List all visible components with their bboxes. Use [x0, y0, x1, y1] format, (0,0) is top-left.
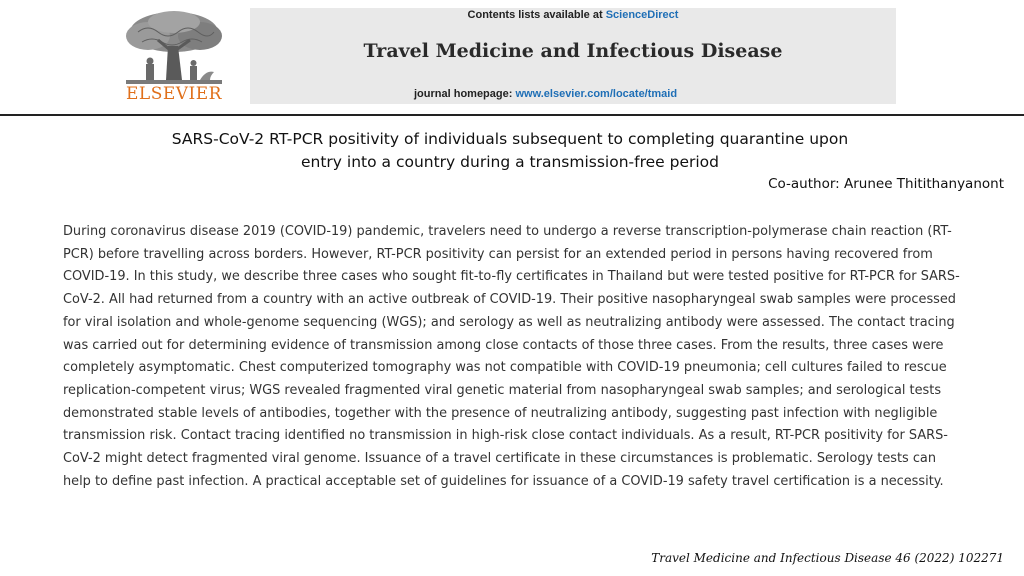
contents-availability-line	[250, 9, 896, 21]
homepage-link[interactable]: www.elsevier.com/locate/tmaid	[515, 88, 678, 100]
homepage-prefix: journal homepage:	[414, 88, 516, 100]
header-divider	[0, 114, 1024, 116]
journal-banner	[250, 8, 896, 104]
article-title	[150, 128, 870, 174]
article-title-line-1: SARS-CoV-2 RT-PCR positivity of individuals subsequent to completing quarantine upon	[171, 130, 849, 148]
article-title-line-2: entry into a country during a transmission-free period	[301, 153, 719, 171]
journal-homepage-line	[414, 88, 677, 100]
journal-citation: Travel Medicine and Infectious Disease 46 (2022) 102271	[651, 551, 1004, 565]
journal-title: Travel Medicine and Infectious Disease	[363, 40, 783, 62]
coauthor-line: Co-author: Arunee Thitithanyanont	[768, 176, 1004, 192]
sciencedirect-link[interactable]: ScienceDirect	[605, 9, 679, 21]
publisher-name: ELSEVIER	[126, 84, 222, 104]
abstract-text: During coronavirus disease 2019 (COVID-19) pandemic, travelers need to undergo a reverse transcription-polymerase chain reaction (RT-PCR) before travelling across borders. However, RT-PCR positivity can persist for an extended period in persons having recovered from COVID-19. In this study, we describe three cases who sought fit-to-fly certificates in Thailand but were tested positive for RT-PCR for SARS-CoV-2. All had returned from a country with an active outbreak of COVID-19. Their positive nasopharyngeal swab samples were processed for viral isolation and whole-genome sequencing (WGS); and serology as well as neutralizing antibody were assessed. The contact tracing was carried out for determining evidence of transmission among close contacts of those three cases. From the results, three cases were completely asymptomatic. Chest computerized tomography was not compatible with COVID-19 pneumonia; cell cultures failed to rescue replication-competent virus; WGS revealed fragmented viral genetic material from nasopharyngeal swab samples; and serological tests demonstrated stable levels of antibodies, together with the presence of neutralizing antibody, suggesting past infection with negligible transmission risk. Contact tracing identified no transmission in high-risk close contact individuals. As a result, RT-PCR positivity for SARS-CoV-2 might detect fragmented viral genome. Issuance of a travel certificate in these circumstances is problematic. Serology tests can help to define past infection. A practical acceptable set of guidelines for issuance of a COVID-19 safety travel certification is a necessity.	[63, 224, 960, 489]
contents-prefix: Contents lists available at	[467, 9, 606, 21]
